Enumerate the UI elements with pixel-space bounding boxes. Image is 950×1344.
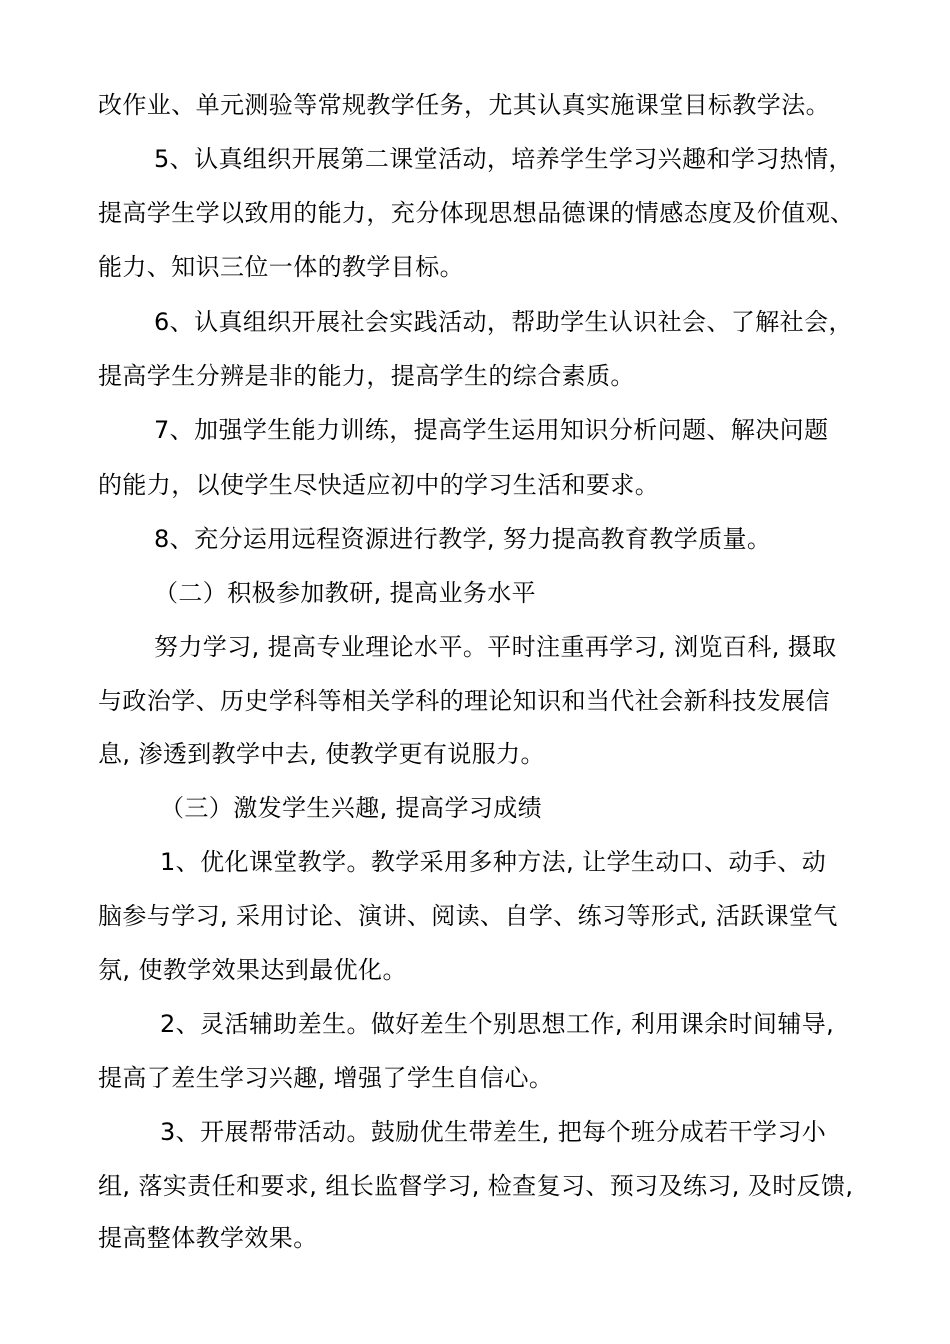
text-line: 努力学习, 提高专业理论水平。平时注重再学习, 浏览百科, 摄取 [154,633,837,661]
text-line: 脑参与学习, 采用讨论、演讲、阅读、自学、练习等形式, 活跃课堂气 [98,902,838,930]
text-line: 息, 渗透到教学中去, 使教学更有说服力。 [98,740,545,768]
text-line: 与政治学、历史学科等相关学科的理论知识和当代社会新科技发展信 [98,687,830,715]
text-line: 6、认真组织开展社会实践活动，帮助学生认识社会、了解社会， [154,308,853,336]
text-line: 2、灵活辅助差生。做好差生个别思想工作, 利用课余时间辅导, [160,1010,835,1038]
text-line: 7、加强学生能力训练，提高学生运用知识分析问题、解决问题 [154,416,829,444]
text-line: 的能力，以使学生尽快适应初中的学习生活和要求。 [98,471,660,499]
text-line: 提高学生学以致用的能力，充分体现思想品德课的情感态度及价值观、 [98,199,855,227]
text-line: 1、优化课堂教学。教学采用多种方法, 让学生动口、动手、动 [160,848,827,876]
text-line: 5、认真组织开展第二课堂活动，培养学生学习兴趣和学习热情， [154,145,853,173]
text-line: 8、充分运用远程资源进行教学, 努力提高教育教学质量。 [154,525,772,553]
text-line: 提高学生分辨是非的能力，提高学生的综合素质。 [98,362,635,390]
text-line: 提高了差生学习兴趣, 增强了学生自信心。 [98,1064,554,1092]
text-line: 能力、知识三位一体的教学目标。 [98,253,464,281]
text-line: 组, 落实责任和要求, 组长监督学习, 检查复习、预习及练习, 及时反馈, [98,1172,854,1200]
section-heading: （三）激发学生兴趣, 提高学习成绩 [160,794,543,822]
text-line: 提高整体教学效果。 [98,1224,318,1252]
section-heading: （二）积极参加教研, 提高业务水平 [154,579,537,607]
text-line: 氛, 使教学效果达到最优化。 [98,956,407,984]
text-line: 改作业、单元测验等常规教学任务，尤其认真实施课堂目标教学法。 [98,91,830,119]
text-line: 3、开展帮带活动。鼓励优生带差生, 把每个班分成若干学习小 [160,1118,827,1146]
